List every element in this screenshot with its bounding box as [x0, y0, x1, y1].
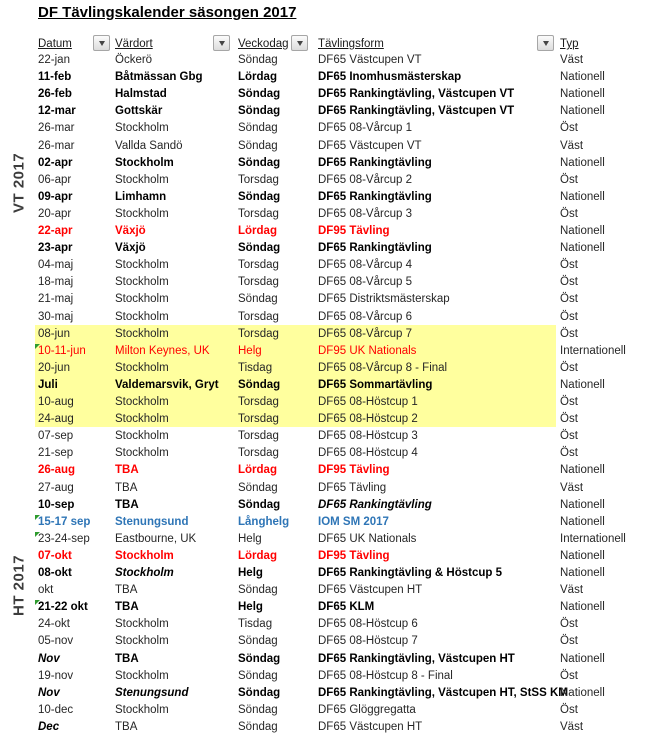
cell-form[interactable]: DF65 Rankingtävling — [318, 190, 432, 203]
cell-type[interactable]: Öst — [560, 293, 578, 306]
cell-date[interactable]: 22-apr — [38, 225, 73, 237]
cell-date[interactable]: 08-jun — [38, 327, 70, 340]
table-row — [0, 223, 648, 240]
cell-venue[interactable]: Öckerö — [115, 54, 153, 66]
cell-type[interactable]: Nationell — [560, 686, 605, 699]
cell-type[interactable]: Öst — [560, 276, 578, 289]
highlight-band — [35, 359, 556, 376]
cell-form[interactable]: DF65 Sommartävling — [318, 378, 433, 391]
cell-date[interactable]: 08-okt — [38, 567, 72, 579]
cell-date[interactable]: 21-sep — [38, 447, 74, 460]
table-row — [0, 257, 648, 274]
cell-form[interactable]: DF65 Rankingtävling, Västcupen VT — [318, 88, 515, 101]
cell-form[interactable]: DF65 08-Vårcup 7 — [318, 327, 412, 340]
cell-form[interactable]: DF65 08-Vårcup 2 — [318, 173, 412, 186]
cell-venue[interactable]: Stockholm — [115, 396, 169, 408]
cell-type[interactable]: Öst — [560, 396, 578, 408]
cell-date[interactable]: 10-sep — [38, 498, 75, 511]
cell-type[interactable]: Väst — [560, 584, 584, 597]
cell-date[interactable]: Juli — [38, 378, 58, 391]
cell-form[interactable]: DF95 Tävling — [318, 549, 390, 562]
cell-date[interactable]: 07-okt — [38, 549, 72, 562]
cell-venue[interactable]: Stockholm — [115, 567, 174, 579]
cell-type[interactable]: Nationell — [560, 652, 605, 665]
cell-form[interactable]: DF65 Rankingtävling, Västcupen HT, StSS KM — [318, 686, 568, 699]
cell-form[interactable]: DF65 Västcupen HT — [318, 584, 423, 597]
cell-type[interactable]: Öst — [560, 430, 578, 443]
cell-venue[interactable]: Stenungsund — [115, 686, 189, 699]
cell-type[interactable]: Väst — [560, 720, 584, 733]
cell-form[interactable]: DF65 08-Höstcup 8 - Final — [318, 669, 453, 682]
cell-error-indicator-icon — [35, 515, 40, 520]
cell-weekday[interactable]: Torsdag — [238, 259, 279, 272]
table-row — [0, 274, 648, 291]
cell-date[interactable]: 21-maj — [38, 293, 74, 306]
cell-weekday[interactable]: Söndag — [238, 481, 278, 494]
cell-form[interactable]: DF65 08-Höstcup 2 — [318, 413, 418, 426]
cell-weekday[interactable]: Lördag — [238, 549, 277, 562]
cell-venue[interactable]: Stockholm — [115, 173, 169, 186]
table-row — [0, 445, 648, 462]
cell-type[interactable]: Nationell — [560, 567, 605, 579]
cell-weekday[interactable]: Torsdag — [238, 207, 279, 220]
cell-venue[interactable]: Stockholm — [115, 207, 169, 220]
table-row — [0, 480, 648, 497]
cell-weekday[interactable]: Söndag — [238, 105, 281, 118]
cell-venue[interactable]: Valdemarsvik, Gryt — [115, 378, 219, 391]
cell-venue[interactable]: Stockholm — [115, 156, 174, 169]
column-header-tavlingsform[interactable]: Tävlingsform — [318, 38, 384, 50]
cell-type[interactable]: Öst — [560, 447, 578, 460]
cell-venue[interactable]: Vallda Sandö — [115, 139, 183, 152]
cell-weekday[interactable]: Söndag — [238, 584, 278, 597]
cell-date[interactable]: 21-22 okt — [38, 600, 88, 615]
cell-date[interactable]: 15-17 sep — [38, 515, 90, 530]
cell-weekday[interactable]: Torsdag — [238, 310, 279, 323]
cell-weekday[interactable]: Torsdag — [238, 430, 279, 443]
table-row — [0, 52, 648, 69]
cell-venue[interactable]: Stenungsund — [115, 515, 189, 528]
cell-weekday[interactable]: Söndag — [238, 88, 281, 101]
cell-form[interactable]: DF65 Tävling — [318, 481, 387, 494]
filter-dropdown-icon — [543, 41, 549, 46]
table-row — [0, 599, 648, 616]
cell-weekday[interactable]: Söndag — [238, 686, 281, 699]
cell-form[interactable]: DF65 08-Höstcup 1 — [318, 396, 418, 408]
cell-date[interactable]: 19-nov — [38, 669, 74, 682]
cell-date[interactable]: 10-11-jun — [38, 344, 86, 359]
table-row — [0, 189, 648, 206]
table-row — [0, 240, 648, 257]
cell-form[interactable]: DF65 Rankingtävling, Västcupen HT — [318, 652, 515, 665]
cell-date[interactable]: 02-apr — [38, 156, 73, 169]
cell-type[interactable]: Nationell — [560, 378, 605, 391]
cell-weekday[interactable]: Helg — [238, 601, 263, 614]
cell-date[interactable]: Nov — [38, 686, 60, 699]
season-label-ht: HT 2017 — [10, 554, 28, 616]
cell-venue[interactable]: Stockholm — [115, 669, 169, 682]
cell-venue[interactable]: Stockholm — [115, 276, 169, 289]
filter-dropdown-icon — [99, 41, 105, 46]
cell-venue[interactable]: TBA — [115, 481, 138, 494]
cell-venue[interactable]: Stockholm — [115, 703, 169, 716]
cell-weekday[interactable]: Torsdag — [238, 447, 279, 460]
cell-date[interactable]: 23-apr — [38, 242, 73, 255]
table-row — [0, 462, 648, 479]
cell-weekday[interactable]: Helg — [238, 344, 262, 357]
cell-venue[interactable]: Stockholm — [115, 549, 174, 562]
cell-error-indicator-icon — [35, 344, 40, 349]
cell-weekday[interactable]: Söndag — [238, 54, 278, 66]
cell-form[interactable]: IOM SM 2017 — [318, 515, 389, 528]
cell-venue[interactable]: Stockholm — [115, 635, 169, 648]
cell-type[interactable]: Nationell — [560, 464, 605, 477]
cell-type[interactable]: Nationell — [560, 549, 605, 562]
cell-form[interactable]: DF65 KLM — [318, 601, 375, 614]
cell-venue[interactable]: TBA — [115, 720, 138, 733]
cell-date[interactable]: 04-maj — [38, 259, 74, 272]
cell-venue[interactable]: Eastbourne, UK — [115, 532, 197, 545]
filter-button-datum[interactable] — [93, 35, 110, 51]
cell-form[interactable]: DF65 UK Nationals — [318, 532, 417, 545]
cell-form[interactable]: DF65 08-Vårcup 1 — [318, 122, 412, 135]
cell-form[interactable]: DF65 Rankingtävling & Höstcup 5 — [318, 567, 503, 579]
cell-weekday[interactable]: Söndag — [238, 498, 281, 511]
cell-weekday[interactable]: Långhelg — [238, 515, 290, 528]
table-row — [0, 651, 648, 668]
highlight-band — [35, 325, 556, 342]
cell-venue[interactable]: Stockholm — [115, 293, 169, 306]
cell-weekday[interactable]: Lördag — [238, 464, 277, 477]
filter-button-veckodag[interactable] — [291, 35, 308, 51]
cell-type[interactable]: Nationell — [560, 105, 605, 118]
cell-type[interactable]: Väst — [560, 481, 584, 494]
cell-weekday[interactable]: Söndag — [238, 156, 281, 169]
column-header-vardort[interactable]: Värdort — [115, 38, 153, 50]
cell-weekday[interactable]: Söndag — [238, 720, 278, 733]
cell-weekday[interactable]: Söndag — [238, 703, 278, 716]
cell-date[interactable]: Nov — [38, 652, 60, 665]
cell-date[interactable]: 22-jan — [38, 54, 70, 66]
cell-form[interactable]: DF65 08-Höstcup 7 — [318, 635, 418, 648]
cell-weekday[interactable]: Söndag — [238, 293, 278, 306]
cell-venue[interactable]: Stockholm — [115, 259, 169, 272]
cell-venue[interactable]: Halmstad — [115, 88, 167, 101]
cell-type[interactable]: Nationell — [560, 156, 605, 169]
page-title: DF Tävlingskalender säsongen 2017 — [38, 4, 297, 21]
cell-weekday[interactable]: Söndag — [238, 669, 278, 682]
cell-form[interactable]: DF95 UK Nationals — [318, 344, 417, 357]
season-label-vt: VT 2017 — [10, 152, 28, 214]
cell-date[interactable]: 12-mar — [38, 105, 76, 118]
cell-form[interactable]: DF65 08-Vårcup 4 — [318, 259, 412, 272]
cell-date[interactable]: 05-nov — [38, 635, 74, 648]
cell-date[interactable]: 20-jun — [38, 361, 70, 374]
cell-date[interactable]: 11-feb — [38, 71, 72, 84]
cell-type[interactable]: Nationell — [560, 515, 605, 528]
cell-date[interactable]: 30-maj — [38, 310, 74, 323]
cell-venue[interactable]: Stockholm — [115, 413, 169, 426]
cell-date[interactable]: 20-apr — [38, 207, 72, 220]
table-row — [0, 343, 648, 360]
highlight-band — [35, 376, 556, 393]
table-row — [0, 291, 648, 308]
cell-venue[interactable]: TBA — [115, 584, 138, 597]
cell-venue[interactable]: Växjö — [115, 242, 146, 255]
cell-form[interactable]: DF65 Distriktsmästerskap — [318, 293, 450, 306]
table-row — [0, 120, 648, 137]
table-row — [0, 668, 648, 685]
cell-weekday[interactable]: Torsdag — [238, 327, 279, 340]
table-row — [0, 69, 648, 86]
cell-form[interactable]: DF65 08-Höstcup 3 — [318, 430, 418, 443]
table-row — [0, 428, 648, 445]
cell-type[interactable]: Öst — [560, 413, 578, 426]
cell-form[interactable]: DF65 Inomhusmästerskap — [318, 71, 462, 84]
cell-weekday[interactable]: Torsdag — [238, 413, 279, 426]
cell-date[interactable]: 06-apr — [38, 173, 72, 186]
cell-type[interactable]: Internationell — [560, 344, 626, 357]
cell-weekday[interactable]: Tisdag — [238, 361, 273, 374]
cell-venue[interactable]: Gottskär — [115, 105, 163, 118]
table-row — [0, 497, 648, 514]
cell-type[interactable]: Nationell — [560, 225, 605, 237]
table-row — [0, 326, 648, 343]
cell-type[interactable]: Nationell — [560, 190, 605, 203]
cell-date[interactable]: 24-aug — [38, 413, 74, 426]
cell-venue[interactable]: Stockholm — [115, 361, 169, 374]
table-row — [0, 155, 648, 172]
table-row — [0, 86, 648, 103]
table-row — [0, 633, 648, 650]
highlight-band — [35, 393, 556, 410]
cell-date[interactable]: 26-feb — [38, 88, 72, 101]
cell-venue[interactable]: Stockholm — [115, 618, 169, 631]
cell-type[interactable]: Väst — [560, 54, 584, 66]
table-row — [0, 514, 648, 531]
cell-type[interactable]: Väst — [560, 139, 584, 152]
cell-weekday[interactable]: Torsdag — [238, 396, 279, 408]
highlight-band — [35, 410, 556, 427]
cell-error-indicator-icon — [35, 600, 40, 605]
table-row — [0, 377, 648, 394]
cell-type[interactable]: Nationell — [560, 601, 605, 614]
cell-date[interactable]: 10-dec — [38, 703, 74, 716]
cell-type[interactable]: Nationell — [560, 88, 605, 101]
cell-venue[interactable]: Milton Keynes, UK — [115, 344, 210, 357]
cell-form[interactable]: DF65 08-Vårcup 8 - Final — [318, 361, 448, 374]
cell-form[interactable]: DF65 08-Höstcup 4 — [318, 447, 418, 460]
filter-dropdown-icon — [297, 41, 303, 46]
cell-type[interactable]: Öst — [560, 669, 578, 682]
cell-type[interactable]: Öst — [560, 173, 578, 186]
column-header-typ[interactable]: Typ — [560, 38, 579, 50]
cell-form[interactable]: DF65 Rankingtävling — [318, 498, 432, 511]
table-row — [0, 548, 648, 565]
cell-weekday[interactable]: Söndag — [238, 242, 281, 255]
filter-dropdown-icon — [219, 41, 225, 46]
cell-venue[interactable]: Stockholm — [115, 310, 169, 323]
table-row — [0, 565, 648, 582]
table-row — [0, 206, 648, 223]
cell-type[interactable]: Öst — [560, 259, 578, 272]
cell-venue[interactable]: Båtmässan Gbg — [115, 71, 203, 84]
cell-form[interactable]: DF65 08-Vårcup 3 — [318, 207, 412, 220]
cell-weekday[interactable]: Söndag — [238, 139, 278, 152]
table-row — [0, 394, 648, 411]
column-header-datum[interactable]: Datum — [38, 38, 72, 50]
cell-venue[interactable]: Stockholm — [115, 327, 169, 340]
cell-type[interactable]: Öst — [560, 310, 578, 323]
cell-type[interactable]: Öst — [560, 635, 578, 648]
cell-weekday[interactable]: Torsdag — [238, 173, 279, 186]
table-row — [0, 138, 648, 155]
cell-venue[interactable]: Stockholm — [115, 447, 169, 460]
cell-form[interactable]: DF95 Tävling — [318, 225, 390, 237]
cell-date[interactable]: Dec — [38, 720, 60, 733]
cell-type[interactable]: Öst — [560, 327, 578, 340]
cell-weekday[interactable]: Söndag — [238, 378, 281, 391]
cell-date[interactable]: 26-mar — [38, 122, 75, 135]
table-row — [0, 582, 648, 599]
cell-type[interactable]: Öst — [560, 618, 578, 631]
cell-venue[interactable]: Stockholm — [115, 430, 169, 443]
table-row — [0, 531, 648, 548]
cell-form[interactable]: DF65 08-Vårcup 6 — [318, 310, 412, 323]
cell-venue[interactable]: Stockholm — [115, 122, 169, 135]
cell-date[interactable]: 18-maj — [38, 276, 74, 289]
cell-type[interactable]: Nationell — [560, 498, 605, 511]
column-header-veckodag[interactable]: Veckodag — [238, 38, 289, 50]
cell-weekday[interactable]: Helg — [238, 532, 262, 545]
cell-weekday[interactable]: Lördag — [238, 225, 277, 237]
cell-venue[interactable]: Växjö — [115, 225, 146, 237]
table-row — [0, 360, 648, 377]
cell-form[interactable]: DF65 Rankingtävling — [318, 242, 432, 255]
cell-date[interactable]: 27-aug — [38, 481, 74, 494]
cell-date[interactable]: 09-apr — [38, 190, 73, 203]
cell-form[interactable]: DF65 Västcupen VT — [318, 54, 422, 66]
cell-weekday[interactable]: Lördag — [238, 71, 277, 84]
cell-weekday[interactable]: Helg — [238, 567, 263, 579]
table-row — [0, 411, 648, 428]
table-row — [0, 702, 648, 719]
cell-error-indicator-icon — [35, 532, 40, 537]
cell-type[interactable]: Öst — [560, 361, 578, 374]
cell-venue[interactable]: TBA — [115, 464, 139, 477]
cell-form[interactable]: DF65 08-Vårcup 5 — [318, 276, 412, 289]
table-row — [0, 616, 648, 633]
cell-type[interactable]: Öst — [560, 703, 578, 716]
cell-weekday[interactable]: Torsdag — [238, 276, 279, 289]
cell-date[interactable]: 23-24-sep — [38, 532, 90, 547]
filter-button-vardort[interactable] — [213, 35, 230, 51]
cell-form[interactable]: DF65 Rankingtävling, Västcupen VT — [318, 105, 515, 118]
cell-venue[interactable]: TBA — [115, 652, 139, 665]
table-row — [0, 309, 648, 326]
table-row — [0, 103, 648, 120]
cell-form[interactable]: DF65 08-Höstcup 6 — [318, 618, 418, 631]
cell-weekday[interactable]: Söndag — [238, 652, 281, 665]
cell-venue[interactable]: TBA — [115, 601, 139, 614]
table-row — [0, 719, 648, 736]
cell-type[interactable]: Nationell — [560, 242, 605, 255]
cell-date[interactable]: 26-mar — [38, 139, 75, 152]
table-row — [0, 685, 648, 702]
cell-form[interactable]: DF65 Glöggregatta — [318, 703, 416, 716]
cell-weekday[interactable]: Söndag — [238, 635, 278, 648]
cell-form[interactable]: DF65 Västcupen HT — [318, 720, 423, 733]
cell-weekday[interactable]: Söndag — [238, 190, 281, 203]
cell-date[interactable]: 10-aug — [38, 396, 74, 408]
cell-form[interactable]: DF65 Västcupen VT — [318, 139, 422, 152]
cell-date[interactable]: 07-sep — [38, 430, 74, 443]
highlight-band — [35, 342, 556, 359]
cell-form[interactable]: DF95 Tävling — [318, 464, 390, 477]
cell-type[interactable]: Nationell — [560, 71, 605, 84]
cell-venue[interactable]: TBA — [115, 498, 139, 511]
filter-button-tavlingsform[interactable] — [537, 35, 554, 51]
cell-type[interactable]: Öst — [560, 122, 578, 135]
cell-date[interactable]: 24-okt — [38, 618, 70, 631]
cell-form[interactable]: DF65 Rankingtävling — [318, 156, 432, 169]
cell-date[interactable]: okt — [38, 584, 54, 597]
cell-type[interactable]: Öst — [560, 207, 578, 220]
table-row — [0, 172, 648, 189]
cell-date[interactable]: 26-aug — [38, 464, 76, 477]
cell-venue[interactable]: Limhamn — [115, 190, 167, 203]
cell-weekday[interactable]: Tisdag — [238, 618, 273, 631]
cell-weekday[interactable]: Söndag — [238, 122, 278, 135]
cell-type[interactable]: Internationell — [560, 532, 626, 545]
